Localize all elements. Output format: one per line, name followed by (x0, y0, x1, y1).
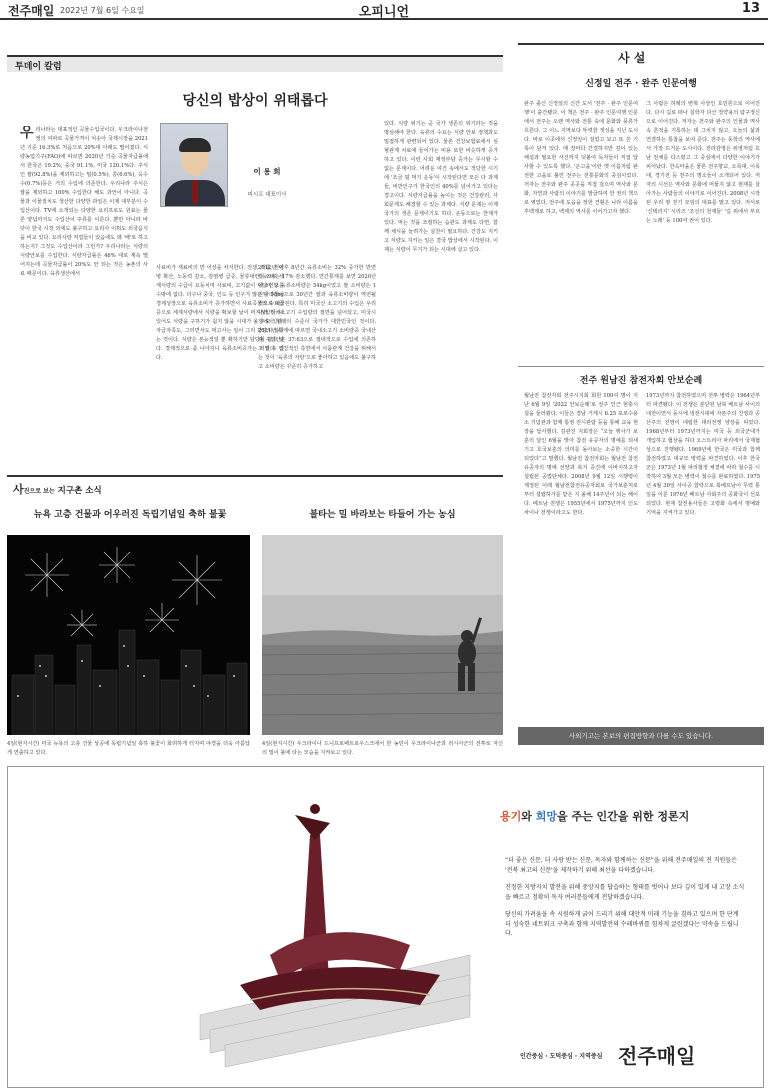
ad-body (505, 856, 745, 947)
photo-caption-1: 4일(현지시간) 미국 뉴욕의 고층 건물 상공에 독립기념일 축하 불꽃이 화려하게 터지며 야경을 더욱 아름답게 연출하고 있다. (7, 741, 250, 756)
column-text-4: 있다. 식량 위기는 곧 국가 생존의 위기라는 것을 명심해야 한다. 육류의 수요는 식량 안보 정책과도 밀접하게 관련되어 있다. 물론 건강보험료에서 심혈관계 치료에 들어가는 비용 또한 비슷하게 증가하고 있다. 이런 사회 재정부담 증가는 무시할 수 없는 문제이다. 어려운 여건 속에서도 적당한 시기에 '조금 덜 먹기 운동'이 시작된다면 모든 다 과제들, 비만인구가 한국인의 40%를 넘어가고 있다는 경고이다. 식량자급률을 높이는 것은 건강관리, 사회문제도 해결할 수 있는 과제다. 식량 문제는 이제 국가의 생존 문제이기도 하다. 운동으로는 한계가 있다. 먹는 것을 조절하는 습관도 과제도 다면, 함께 채식을 늘려가는 실천이 필요하다. 건강도 지키고 식량도 지키는 일은 결국 밥상에서 시작된다. 이제는 식량이 무기가 되는 시대에 살고 있다. (384, 121, 498, 253)
column-text-1-body: 리나라는 대표적인 곡물수입국이다. 우크라이나전쟁의 여파로 곡물가격이 치솟아 국제시장을 2021년 기준 16.3%로 처음으로 20%대 아래도 떨어졌다. 식량농업기구(FAO)에 따르면 2020년 기준 곡물자급률에서 한국은 19.2%, 중국 91.1%, 미국 120.1%다. 주식인 쌀(92.8%)을 제외하고는 밀(0.5%), 콩(6.6%), 옥수수(0.7%)등은 거의 수입에 의존한다. 우리나라 주식은 쌀을 제외하고 100% 수입한다 해도 과언이 아니다. 곡물과 이물질치도 생산한 다양한 과일은 이제 대부분이 수입산이다. TV에 소개되는 다양한 요리프로도 원료는 물론 양념까지도 수입산이 주류를 이룬다. 뿐만 아니라 바닷이 한국 시장 외에도 불구하고 요리사 이뤄도 외국음식을 비교 있다. 요리사랑 직업들이 있음에도 왜 '배'로 하고 하는지? 그것도 수입산이라 그런가? 우리나라는 식량의 식량안보를 수입한다. 식량자급률은 46% 대로 계속 떨어지는데 곡물자급률이 20%도 안 되는 것은 농촌의 사료 때문이다. 육류생산에서 (20, 127, 148, 277)
ship-illustration (180, 795, 480, 1075)
photo-title-2: 불타는 밀 바라보는 타들어 가는 농심 (309, 510, 456, 520)
photo-news-label-bold: 사 (13, 483, 24, 496)
ad-paragraph-1: “더 좋은 신문, 더 사랑 받는 신문, 독자와 함께하는 신문”을 위해 전주매일의 전 직원들은 '전북 최고의 신문'을 제작하기 위해 최선을 다하겠습니다. (505, 857, 737, 874)
column-author-role: 피시프 대표이사 (247, 192, 287, 198)
editorial-text-4: 1973년까지 참전하였으며 전투 병력은 1964년부터 파견됐다. 이 전쟁은 분단된 남북 베트남 사이의 내전이면서 동시에 냉전시대에 자본주의 진영과 공산주의 진영이 대립한 대리전쟁 양상을 띠었다. 1968년부터 1973년까지는 미국 등 외국군대가 개입하고 협상을 하다 오스트리아 파리에서 국제협상으로 진행됐다. 1969년에 한국은 미국과 함께 참전하였고 대규모 병력을 파견하였다. 이후 한국군은 1973년 1월 파리협정 체결에 따라 철수를 시작하여 3월 모든 병력이 철수를 완료하였다. 1975년 4월 30일 사이공 함락으로 북베트남이 무력 통일을 이룬 1976년 베트남 사회주의 공화국이 선포되었다. 현재 참전용사들은 고령화 속에서 명예와 기억을 지켜가고 있다. (646, 393, 760, 516)
section-title: 오피니언 (358, 5, 410, 20)
ad-title-highlight-2: 희망 (535, 810, 557, 823)
column-text-1 (20, 126, 148, 476)
author-portrait (160, 123, 228, 207)
page-header (0, 0, 768, 20)
ad-paragraph-2: 진정한 지방자치 발전을 위해 중앙지를 답습하는 형태를 벗어나 보다 깊이 있게 내 고장 소식을 빠르고 정확히 독자 여러분들에게 전달하겠습니다. (505, 884, 745, 901)
column-label-bar (7, 55, 503, 72)
ad-title-conjunction: 와 (521, 810, 536, 823)
masthead: 전주매일 (8, 4, 55, 18)
photo-news-label (13, 481, 102, 497)
ad-title-highlight-1: 용기 (500, 810, 522, 823)
column-text-3: 2012년 이후 8년간 육류소비는 32% 증가한 반면 쌀 소비는 17% 감소했다. 연간통계를 보면 2020년에 1인당 육류소비량은 54kg이었고 쌀 소비량은 1인당 58kg으로 30년간 쌀과 육류소비량이 역전될 것으로 예상된다. 특히 미국산 소고기의 수입은 우리나라 정체소고기 수입량의 절반을 넘어섰고, 미국시장에서 현재의 수준이 국가가 대한민국인 것이다. 2021년 통계에 따르면 국내소고기 소비량중 국내산과 수입산은 37:63으로 절대적으로 수입에 의존하고 있다. 건강적인 측면에서 식품관계 건강을 위해서는 것이 '육류의 자랑'으로 좋아하고 있음에도 불구하고 소비량은 꾸준히 증가하고 (258, 265, 376, 370)
ad-title (500, 808, 740, 824)
photo-caption-2: 4일(현지시간) 우크라이나 드니프로페트로우스크에서 한 농민이 우크라이나군과 러시아군의 전투로 자신의 밀이 불에 타는 모습을 지켜보고 있다. (262, 741, 503, 756)
column-title: 당신의 밥상이 위태롭다 (182, 93, 328, 109)
column-author: 이 용 희 (253, 167, 281, 176)
editorial-title-2: 전주 원남진 참전자회 안보순례 (518, 366, 764, 386)
editorial-text-2: 그 사람은 허례의 변혁 사상인 호민론으로 이어진다. 다시 길로 떠나 실학자 다산 정약용의 탐구정신으로 이어진다. 저자는 전주와 완주의 인물과 역사 속 흔적을 기록하는 데 그치지 않고, 오늘의 삶과 연결하는 통찰을 보여 준다. 전주는 동학의 역사에서 가장 뜨거운 도시이다. 전라감영은 위영처럼 호남 전체를 다스렸고 그 중심에서 다양한 이야기가 피어났다. 한옥마을은 물론 전주향교, 오목대, 이목대, 경기전 등 전주의 명소들이 소개되어 있다. 저자의 시선은 역사와 문화에 머물지 않고 현재를 살아가는 사람들의 이야기로 이어진다. 2008년 시작된 우리 땅 걷기 모임의 대표를 맡고 있다. 저서로 '신택리지' 시리즈 '조선의 천재들' '길 위에서 부르는 노래' 등 100여 권이 있다. (646, 101, 760, 224)
column-text-2: 사료비가 재료비의 반 이상을 차지한다. 전쟁, 가뭄, 전염병 확산, 노동력 감소, 감염병 급증, 물류대란 등으로 세계식량의 수급이 요동치며 사료비, 고기값이 덩달아 오를 수밖에 없다. 더구나 중국, 인도 등 인구가 많은 나라들이 경제성장으로 육류소비가 증가하면서 사료곡물의 수요급증으로 세계식량에서 식량을 확보할 날이 머지않았다. 이 있어도 식량을 구하기가 쉽지 않을 시대가 올 수도 있다. 자급자족도, 그러면서도 먹고사는 일이 그리 간단치 않다는 것이다. 식량은 본능적일 뿐 확하기만 담당될 겁지 않다. 경제적으로 좀 나아지니 육류소비증가는 어쩔 수 없다. (156, 265, 284, 361)
editorial-disclaimer: 사외기고는 본보의 편집방향과 다를 수도 있습니다. (518, 727, 764, 745)
fireworks-photo (7, 535, 250, 735)
page-number: 13 (741, 1, 760, 16)
photo-news-bar (7, 475, 503, 495)
photo-news-label-rest: 지구촌 소식 (54, 486, 102, 496)
ad-logo: 전주매일 (618, 1044, 696, 1068)
column-label: 투데이 칼럼 (15, 62, 62, 72)
wheat-field-photo (262, 535, 503, 735)
editorial-title-1: 신정일 전주 · 완주 인문여행 (585, 79, 697, 89)
ad-title-rest: 을 주는 인간을 위한 정론지 (557, 810, 690, 823)
photo-title-1: 뉴욕 고층 건물과 어우러진 독립기념일 축하 불꽃 (33, 510, 227, 520)
issue-date: 2022년 7월 6일 수요일 (60, 6, 145, 15)
editorial-text-3: 월남전 참전자회 전주시지회 회원 100여 명이 지난 6월 9일 '2022 안보순례'로 전주 인근 현충시설을 둘러봤다. 이들은 경남 거제시 6.25 포로수용소 기념관과 함께 통영 전시관람 등을 통해 교육 현장을 답사했다. 김관진 지회장은 “오늘 행사가 보훈의 달인 6월을 맞아 참전 유공자의 명예를 되새기고 호국보훈의 의미를 돌아보는 소중한 시간이 되었다”고 말했다. 월남전 참전자회는 월남전 참전 유공자의 명예 선양과 복지 증진에 이바지하고자 설립된 공법단체다. 2008년 9월 12일 시행령이 제정된 이래 월남전참전유공자회로 국가보훈처로부터 설립허가를 받은 지 올해 14주년이 되는 해이다. 베트남 전쟁은 1955년에서 1975년까지 인도차이나 전쟁이라고도 한다. (524, 393, 638, 516)
dropcap: 우 (20, 126, 34, 141)
editorial-label: 사 설 (618, 51, 646, 65)
editorial-header (518, 43, 764, 71)
ad-tagline: 인간중심 · 도덕중심 · 지역중심 (520, 1053, 603, 1060)
editorial-text-1: 완주 출신 신정일의 신간 도서 '전주 · 완주 인문여행'이 출간됐다. 이 책은 전주 · 완주 인문여행 인문에서 전주는 오랜 역사와 전통 속에 문화와 풍류가 흐른다. 그 어느 지역보다 뚜렷한 개성을 지닌 도시다. 바로 이곳에서 신정일이 걸었고 보고 또 쓴 기록이 담겨 있다. 매 장마다 간결하지만 깊이 있는 해설과 필요한 사진까지 덧붙여 독자들이 직접 답사할 수 있도록 했다. '온고을'이란 옛 이름처럼 완전한 고을로 불린 전주는 전통문화의 중심이었다. 저자는 전주와 완주 곳곳을 직접 걸으며 역사와 문화, 자연과 사람의 이야기를 발굴하여 한 권의 책으로 엮었다. 전주에 도읍을 정한 견훤은 나라 이름을 후백제로 하고, 백제의 역사를 이어가고자 했다. (524, 101, 638, 215)
photo-news-label-small: 진으로 보는 (23, 488, 55, 495)
ad-paragraph-3: 당신의 가려움을 속 시원하게 긁어 드리기 위해 대안적 미래 기능을 겸하고 있으며 한 단계 더 성숙한 네트워크 구축과 함께 지역발전의 수레바퀴를 힘차게 굴린겠다는 약속을 드립니다. (505, 911, 739, 937)
